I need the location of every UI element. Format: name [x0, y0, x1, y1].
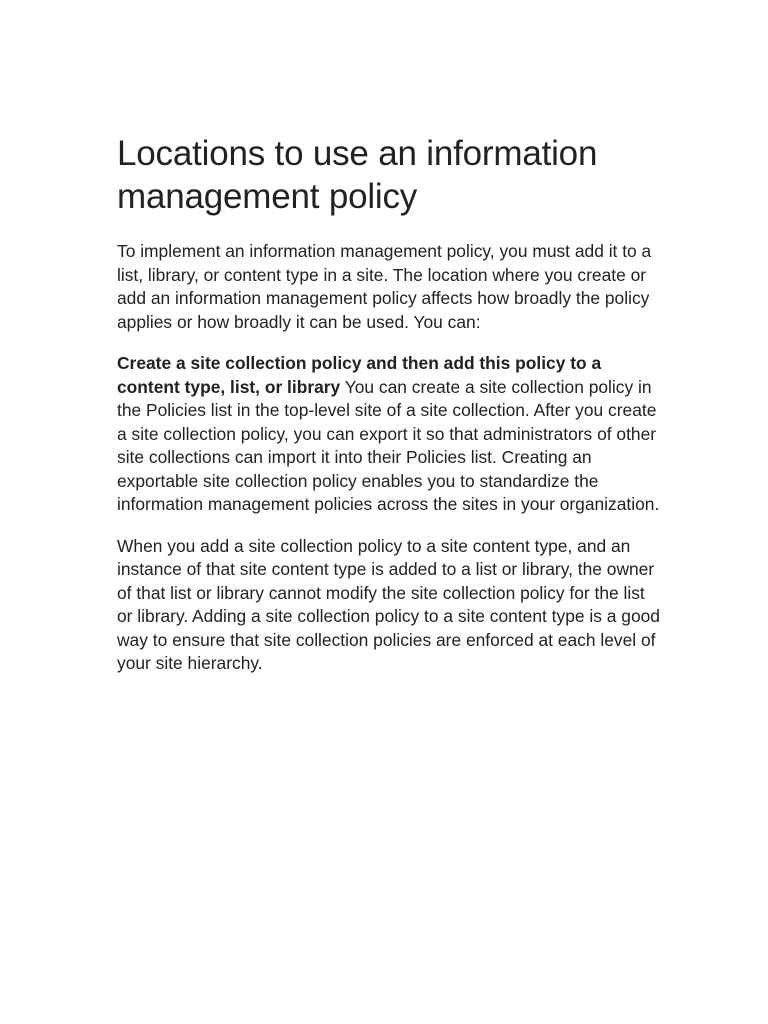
site-collection-policy-heading: Create a site collection policy and then add this policy to a content type, list, or library	[117, 353, 602, 397]
document-page	[117, 132, 662, 694]
page-title: Locations to use an information management policy	[117, 134, 598, 216]
site-collection-policy-paragraph	[117, 352, 662, 517]
intro-paragraph: To implement an information management policy, you must add it to a list, library, or content type in a site. The location where you create or add an information management policy affects how broadly the policy applies or how broadly it can be used. You can:	[117, 241, 652, 332]
site-collection-policy-body: You can create a site collection policy in the Policies list in the top-level site of a site collection. After you create a site collection policy, you can export it so that administrators of other site collections can import it into their Policies list. Creating an exportable site collection policy enables you to standardize the information management policies across the sites in your organization.	[117, 376, 660, 514]
content-type-paragraph: When you add a site collection policy to a site content type, and an instance of that site content type is added to a list or library, the owner of that list or library cannot modify the site collection policy for the list or library. Adding a site collection policy to a site content type is a good way to ensure that site collection policies are enforced at each level of your site hierarchy.	[117, 535, 660, 673]
